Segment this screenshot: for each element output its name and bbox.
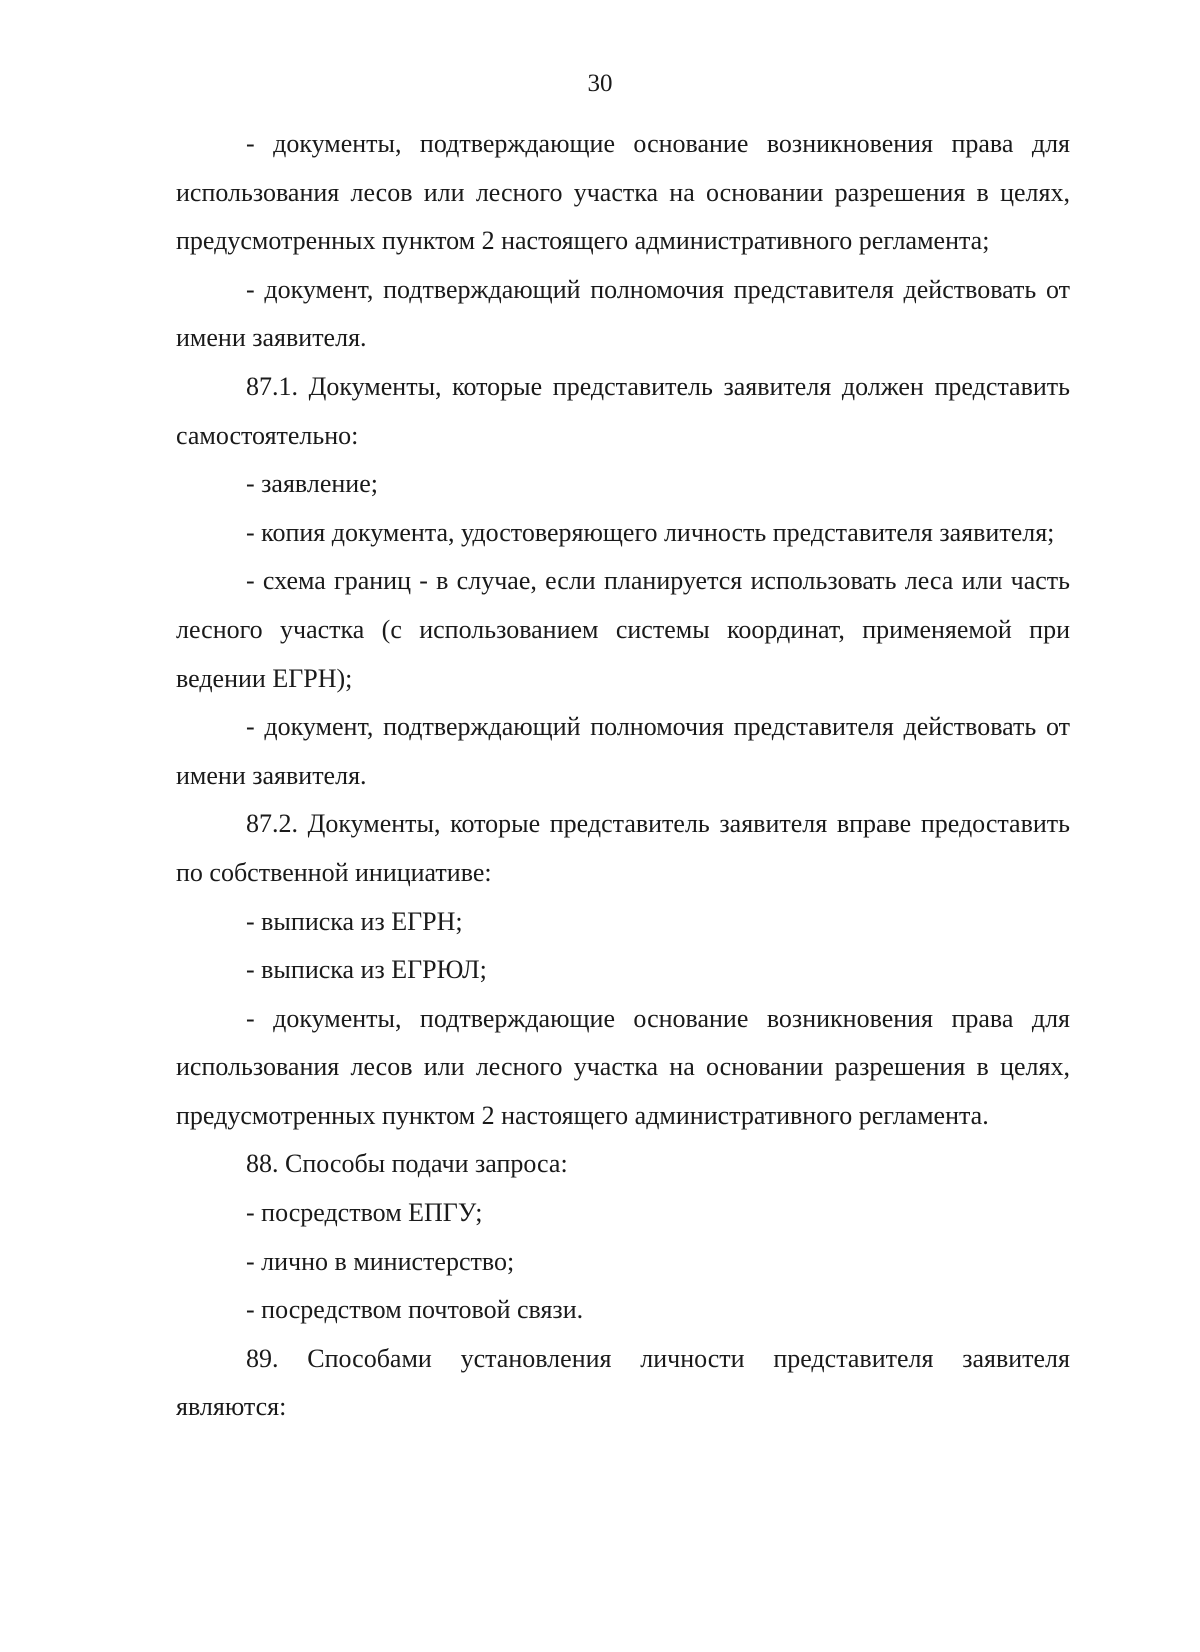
paragraph-documents-basis-1: - документы, подтверждающие основание возникновения права для использования лесов или лесного участка на основании разрешения в целях, предусмотренных пунктом 2 настоящего административного регламента; (176, 129, 1070, 256)
paragraph-authority-doc-2: - документ, подтверждающий полномочия представителя действовать от имени заявителя. (176, 712, 1070, 790)
list-item-egrul-extract: - выписка из ЕГРЮЛ; (246, 955, 487, 985)
list-item-epgu: - посредством ЕПГУ; (246, 1198, 483, 1228)
paragraph-87-1: 87.1. Документы, которые представитель заявителя должен представить самостоятельно: (176, 371, 1070, 450)
paragraph-89: 89. Способами установления личности представителя заявителя являются: (176, 1343, 1070, 1422)
list-item-id-copy: - копия документа, удостоверяющего личность представителя заявителя; (246, 517, 1055, 547)
paragraph-88: 88. Способы подачи запроса: (246, 1149, 568, 1179)
paragraph-authority-doc-1: - документ, подтверждающий полномочия представителя действовать от имени заявителя. (176, 274, 1070, 353)
list-item-egrn-extract: - выписка из ЕГРН; (246, 906, 463, 936)
list-item-application: - заявление; (246, 469, 378, 499)
document-body (176, 120, 1070, 1432)
list-item-boundary-scheme: - схема границ - в случае, если планируется использовать леса или часть лесного участка (с использованием системы координат, применяемой при ведении ЕГРН); (176, 566, 1070, 693)
list-item-postal: - посредством почтовой связи. (246, 1295, 584, 1325)
list-item-in-person: - лично в министерство; (246, 1246, 515, 1276)
paragraph-87-2: 87.2. Документы, которые представитель заявителя вправе предоставить по собственной инициативе: (176, 809, 1070, 887)
paragraph-documents-basis-2: - документы, подтверждающие основание возникновения права для использования лесов или лесного участка на основании разрешения в целях, предусмотренных пунктом 2 настоящего административного регламента. (176, 1003, 1070, 1130)
page-number: 30 (587, 70, 613, 97)
